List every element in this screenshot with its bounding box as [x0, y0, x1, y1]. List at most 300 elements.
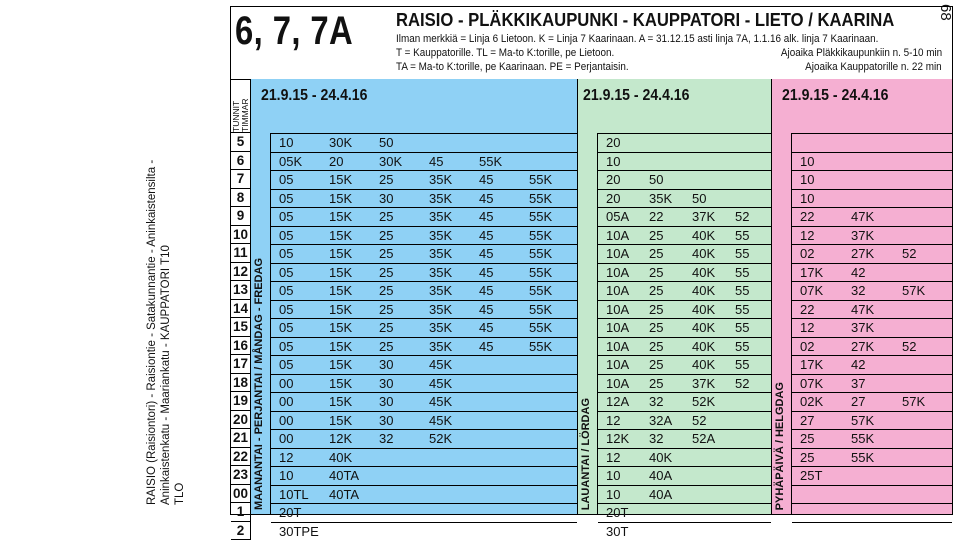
departure-time: 20	[606, 171, 620, 188]
departure-time: 55	[735, 282, 749, 299]
departure-time: 55K	[529, 319, 552, 336]
departure-time: 10	[279, 467, 293, 484]
departure-time: 55K	[529, 301, 552, 318]
departure-time: 10A	[606, 319, 629, 336]
departure-time: 32	[851, 282, 865, 299]
departure-time: 22	[800, 208, 814, 225]
hour-cell: 14	[231, 300, 251, 319]
departure-row	[598, 392, 771, 411]
sunday-label-text: PYHÄPÄIVÄ / HELGDAG	[774, 382, 786, 510]
departure-time: 57K	[902, 393, 925, 410]
departure-time: 50	[649, 171, 663, 188]
departure-time: 10A	[606, 245, 629, 262]
departure-time: 15K	[329, 282, 352, 299]
departure-row	[271, 281, 577, 300]
departure-time: 37K	[692, 208, 715, 225]
departure-time: 05	[279, 190, 293, 207]
departure-time: 10TL	[279, 486, 309, 503]
departure-row	[792, 189, 952, 208]
departure-row	[271, 263, 577, 282]
departure-time: 05A	[606, 208, 629, 225]
departure-time: 05K	[279, 153, 302, 170]
timetable	[230, 6, 953, 515]
departure-time: 30	[379, 393, 393, 410]
hour-cell: 17	[231, 355, 251, 374]
departure-time: 20T	[606, 504, 628, 521]
departure-time: 52K	[692, 393, 715, 410]
hour-cell: 18	[231, 374, 251, 393]
hour-cell: 7	[231, 170, 251, 189]
departure-row	[271, 226, 577, 245]
departure-time: 45	[479, 301, 493, 318]
page-number: 68	[937, 4, 954, 21]
departure-time: 32	[649, 393, 663, 410]
departure-time: 00	[279, 430, 293, 447]
departure-time: 05	[279, 338, 293, 355]
departure-row	[598, 281, 771, 300]
departure-row	[792, 466, 952, 485]
departure-time: 02	[800, 338, 814, 355]
departure-row	[792, 448, 952, 467]
departure-time: 35K	[429, 282, 452, 299]
departure-time: 32	[379, 430, 393, 447]
departure-time: 55K	[529, 338, 552, 355]
departure-time: 52A	[692, 430, 715, 447]
departure-time: 12	[606, 449, 620, 466]
departure-time: 25	[649, 356, 663, 373]
departure-time: 35K	[429, 227, 452, 244]
departure-row	[271, 152, 577, 171]
departure-time: 40K	[692, 264, 715, 281]
hour-cell: 20	[231, 411, 251, 430]
departure-time: 15K	[329, 264, 352, 281]
departure-time: 00	[279, 375, 293, 392]
departure-time: 25	[379, 319, 393, 336]
departure-time: 25	[649, 301, 663, 318]
departure-row	[792, 429, 952, 448]
hour-cell: 12	[231, 263, 251, 282]
hour-cell: 21	[231, 429, 251, 448]
departure-row	[598, 429, 771, 448]
departure-time: 20	[329, 153, 343, 170]
departure-time: 45	[479, 227, 493, 244]
departure-time: 25	[649, 264, 663, 281]
departure-time: 37K	[692, 375, 715, 392]
departure-time: 35K	[429, 190, 452, 207]
departure-time: 25	[379, 338, 393, 355]
departure-time: 45	[479, 264, 493, 281]
departure-row	[271, 300, 577, 319]
departure-time: 37K	[851, 319, 874, 336]
departure-time: 05	[279, 282, 293, 299]
departure-row	[598, 374, 771, 393]
hours-column	[231, 133, 251, 540]
departure-time: 45K	[429, 375, 452, 392]
departure-row	[598, 133, 771, 152]
departure-time: 55	[735, 338, 749, 355]
departure-time: 35K	[429, 338, 452, 355]
departure-row	[271, 448, 577, 467]
departure-time: 10	[606, 467, 620, 484]
departure-time: 57K	[902, 282, 925, 299]
departure-row	[792, 392, 952, 411]
departure-row	[792, 300, 952, 319]
departure-time: 55K	[529, 264, 552, 281]
departure-time: 17K	[800, 264, 823, 281]
departure-time: 25	[379, 227, 393, 244]
departure-time: 15K	[329, 171, 352, 188]
departure-time: 25	[379, 282, 393, 299]
travel-time-note-2: Ajoaika Kauppatorille n. 22 min	[806, 61, 942, 73]
departure-time: 05	[279, 227, 293, 244]
departure-time: 35K	[429, 171, 452, 188]
legend-note-2: T = Kauppatorille. TL = Ma-to K:torille, pe Lietoon.	[396, 47, 614, 59]
departure-time: 25	[379, 171, 393, 188]
departure-row	[271, 466, 577, 485]
departure-time: 55K	[479, 153, 502, 170]
saturday-block	[578, 79, 772, 514]
hour-cell: 1	[231, 503, 251, 522]
departure-row	[792, 337, 952, 356]
departure-time: 42	[851, 264, 865, 281]
departure-time: 12K	[329, 430, 352, 447]
departure-time: 25	[379, 208, 393, 225]
departure-time: 05	[279, 319, 293, 336]
departure-time: 55	[735, 264, 749, 281]
departure-time: 30T	[606, 523, 628, 540]
departure-time: 15K	[329, 356, 352, 373]
departure-row	[598, 485, 771, 504]
route-title: RAISIO - PLÄKKIKAUPUNKI - KAUPPATORI - LIETO / KAARINA	[396, 9, 894, 31]
departure-time: 55K	[529, 245, 552, 262]
saturday-label	[578, 133, 598, 514]
departure-row	[792, 503, 952, 522]
departure-time: 40K	[692, 338, 715, 355]
departure-time: 37K	[851, 227, 874, 244]
hour-cell: 8	[231, 189, 251, 208]
sunday-label	[772, 133, 792, 514]
departure-row	[271, 244, 577, 263]
departure-time: 10A	[606, 338, 629, 355]
weekday-label-text: MAANANTAI - PERJANTAI / MÅNDAG - FREDAG	[253, 258, 265, 510]
departure-row	[792, 355, 952, 374]
departure-time: 45K	[429, 356, 452, 373]
departure-time: 55	[735, 356, 749, 373]
route-line-2: Aninkaistenkatu - Maariankatu - KAUPPATORI T10	[159, 35, 173, 505]
weekday-block	[251, 79, 578, 514]
weekday-period: 21.9.15 - 24.4.16	[261, 87, 367, 105]
saturday-departures	[598, 133, 771, 540]
departure-time: 05	[279, 264, 293, 281]
departure-time: 27	[851, 393, 865, 410]
hours-header-label: TUNNIT TIMMAR	[232, 81, 250, 132]
departure-time: 47K	[851, 301, 874, 318]
departure-time: 25	[649, 227, 663, 244]
departure-time: 40TA	[329, 486, 359, 503]
departure-time: 20	[606, 134, 620, 151]
departure-time: 40K	[692, 227, 715, 244]
departure-row	[271, 503, 577, 522]
departure-time: 10	[800, 153, 814, 170]
departure-time: 15K	[329, 245, 352, 262]
departure-row	[792, 374, 952, 393]
departure-time: 50	[692, 190, 706, 207]
departure-time: 10A	[606, 301, 629, 318]
departure-time: 52K	[429, 430, 452, 447]
hour-cell: 15	[231, 318, 251, 337]
departure-time: 25	[649, 245, 663, 262]
departure-row	[598, 244, 771, 263]
departure-time: 10A	[606, 227, 629, 244]
departure-time: 30	[379, 412, 393, 429]
departure-time: 10A	[606, 264, 629, 281]
departure-row	[271, 522, 577, 540]
sunday-departures	[792, 133, 952, 540]
departure-time: 55	[735, 227, 749, 244]
travel-time-note-1: Ajoaika Pläkkikaupunkiin n. 5-10 min	[781, 47, 942, 59]
departure-time: 17K	[800, 356, 823, 373]
departure-time: 45	[479, 208, 493, 225]
saturday-period: 21.9.15 - 24.4.16	[583, 87, 689, 105]
departure-time: 07K	[800, 375, 823, 392]
departure-time: 10A	[606, 356, 629, 373]
departure-time: 05	[279, 208, 293, 225]
departure-time: 55K	[529, 171, 552, 188]
departure-row	[598, 263, 771, 282]
departure-time: 20	[606, 190, 620, 207]
departure-time: 30	[379, 375, 393, 392]
departure-time: 25	[379, 245, 393, 262]
departure-time: 05	[279, 356, 293, 373]
departure-row	[598, 226, 771, 245]
sunday-block	[772, 79, 952, 514]
departure-time: 15K	[329, 338, 352, 355]
departure-time: 12	[279, 449, 293, 466]
departure-time: 05	[279, 301, 293, 318]
departure-time: 15K	[329, 319, 352, 336]
departure-time: 02K	[800, 393, 823, 410]
departure-time: 15K	[329, 190, 352, 207]
departure-time: 50	[379, 134, 393, 151]
departure-time: 55	[735, 319, 749, 336]
weekday-departures	[271, 133, 577, 540]
saturday-label-text: LAUANTAI / LÖRDAG	[580, 398, 592, 510]
departure-row	[598, 411, 771, 430]
departure-time: 40A	[649, 467, 672, 484]
departure-row	[792, 226, 952, 245]
departure-row	[598, 318, 771, 337]
departure-time: 55	[735, 301, 749, 318]
departure-row	[598, 207, 771, 226]
departure-time: 22	[800, 301, 814, 318]
hour-cell: 22	[231, 448, 251, 467]
route-description	[145, 35, 205, 505]
departure-time: 12	[800, 319, 814, 336]
departure-time: 55K	[529, 282, 552, 299]
departure-row	[271, 133, 577, 152]
departure-time: 45K	[429, 393, 452, 410]
departure-time: 25	[649, 338, 663, 355]
departure-time: 40K	[692, 245, 715, 262]
departure-time: 45	[479, 282, 493, 299]
departure-time: 20T	[279, 504, 301, 521]
departure-time: 52	[902, 245, 916, 262]
departure-time: 30TPE	[279, 523, 319, 540]
departure-row	[598, 355, 771, 374]
departure-time: 52	[902, 338, 916, 355]
departure-time: 55K	[851, 430, 874, 447]
departure-time: 12K	[606, 430, 629, 447]
hour-cell: 5	[231, 133, 251, 152]
departure-time: 12A	[606, 393, 629, 410]
departure-time: 45	[429, 153, 443, 170]
departure-time: 30K	[379, 153, 402, 170]
departure-time: 45	[479, 245, 493, 262]
departure-row	[792, 244, 952, 263]
departure-time: 25	[649, 319, 663, 336]
departure-time: 52	[735, 208, 749, 225]
departure-time: 27	[800, 412, 814, 429]
departure-time: 27K	[851, 245, 874, 262]
departure-time: 40K	[692, 356, 715, 373]
departure-time: 55K	[529, 208, 552, 225]
departure-time: 35K	[429, 264, 452, 281]
departure-time: 10	[606, 153, 620, 170]
hour-cell: 13	[231, 281, 251, 300]
departure-time: 00	[279, 393, 293, 410]
departure-time: 45	[479, 338, 493, 355]
departure-time: 10	[606, 486, 620, 503]
departure-time: 40K	[692, 301, 715, 318]
departure-row	[792, 318, 952, 337]
departure-time: 45	[479, 190, 493, 207]
departure-time: 40K	[692, 282, 715, 299]
departure-time: 30	[379, 190, 393, 207]
departure-time: 32A	[649, 412, 672, 429]
departure-time: 10	[279, 134, 293, 151]
departure-time: 55K	[851, 449, 874, 466]
departure-time: 12	[606, 412, 620, 429]
departure-time: 47K	[851, 208, 874, 225]
departure-time: 15K	[329, 393, 352, 410]
hour-cell: 2	[231, 522, 251, 540]
departure-time: 10	[800, 171, 814, 188]
departure-row	[598, 337, 771, 356]
departure-time: 35K	[429, 245, 452, 262]
departure-time: 35K	[649, 190, 672, 207]
departure-row	[271, 189, 577, 208]
departure-row	[271, 411, 577, 430]
hours-header	[231, 79, 251, 133]
timetable-header	[231, 7, 952, 80]
route-line-3: TLO	[173, 35, 187, 505]
departure-row	[598, 300, 771, 319]
departure-time: 02	[800, 245, 814, 262]
line-numbers: 6, 7, 7A	[235, 9, 353, 54]
hour-cell: 00	[231, 485, 251, 504]
legend-note-3: TA = Ma-to K:torille, pe Kaarinaan. PE = Perjantaisin.	[396, 61, 629, 73]
departure-row	[598, 522, 771, 540]
legend-note-1: Ilman merkkiä = Linja 6 Lietoon. K = Linja 7 Kaarinaan. A = 31.12.15 asti linja 7A, 1.1.16 alk. linja 7 Kaarinaan.	[396, 33, 878, 45]
departure-row	[792, 152, 952, 171]
departure-row	[271, 170, 577, 189]
departure-row	[792, 170, 952, 189]
departure-row	[271, 429, 577, 448]
departure-row	[271, 392, 577, 411]
departure-row	[271, 485, 577, 504]
hour-cell: 6	[231, 152, 251, 171]
hour-cell: 23	[231, 466, 251, 485]
departure-time: 15K	[329, 301, 352, 318]
departure-time: 05	[279, 171, 293, 188]
departure-time: 25	[379, 301, 393, 318]
departure-time: 40A	[649, 486, 672, 503]
departure-time: 25T	[800, 467, 822, 484]
hour-cell: 10	[231, 226, 251, 245]
departure-row	[598, 503, 771, 522]
departure-row	[598, 466, 771, 485]
departure-time: 15K	[329, 208, 352, 225]
departure-time: 25	[800, 430, 814, 447]
sunday-period: 21.9.15 - 24.4.16	[782, 87, 888, 105]
departure-time: 55K	[529, 227, 552, 244]
departure-time: 45	[479, 171, 493, 188]
departure-time: 15K	[329, 375, 352, 392]
departure-row	[792, 263, 952, 282]
departure-time: 30K	[329, 134, 352, 151]
departure-time: 25	[649, 282, 663, 299]
departure-row	[792, 485, 952, 504]
departure-time: 57K	[851, 412, 874, 429]
weekday-label	[251, 133, 271, 514]
departure-time: 07K	[800, 282, 823, 299]
hour-cell: 16	[231, 337, 251, 356]
departure-row	[271, 355, 577, 374]
departure-time: 37	[851, 375, 865, 392]
departure-time: 25	[379, 264, 393, 281]
departure-row	[598, 152, 771, 171]
departure-row	[598, 189, 771, 208]
departure-time: 40TA	[329, 467, 359, 484]
departure-time: 55K	[529, 190, 552, 207]
hour-cell: 9	[231, 207, 251, 226]
route-line-1: RAISIO (Raisiontori) - Raisiontie - Satakunnantie - Aninkaistensilta -	[145, 35, 159, 505]
departure-time: 25	[800, 449, 814, 466]
departure-time: 35K	[429, 301, 452, 318]
departure-time: 30	[379, 356, 393, 373]
departure-row	[792, 522, 952, 540]
departure-time: 55	[735, 245, 749, 262]
departure-time: 22	[649, 208, 663, 225]
departure-row	[792, 281, 952, 300]
departure-time: 52	[692, 412, 706, 429]
departure-time: 25	[649, 375, 663, 392]
departure-time: 05	[279, 245, 293, 262]
departure-time: 10A	[606, 282, 629, 299]
departure-time: 52	[735, 375, 749, 392]
departure-row	[598, 448, 771, 467]
departure-row	[792, 411, 952, 430]
departure-time: 00	[279, 412, 293, 429]
departure-time: 15K	[329, 227, 352, 244]
departure-time: 35K	[429, 208, 452, 225]
departure-row	[271, 337, 577, 356]
departure-time: 40K	[692, 319, 715, 336]
hour-cell: 19	[231, 392, 251, 411]
departure-time: 32	[649, 430, 663, 447]
departure-row	[792, 133, 952, 152]
departure-row	[271, 207, 577, 226]
